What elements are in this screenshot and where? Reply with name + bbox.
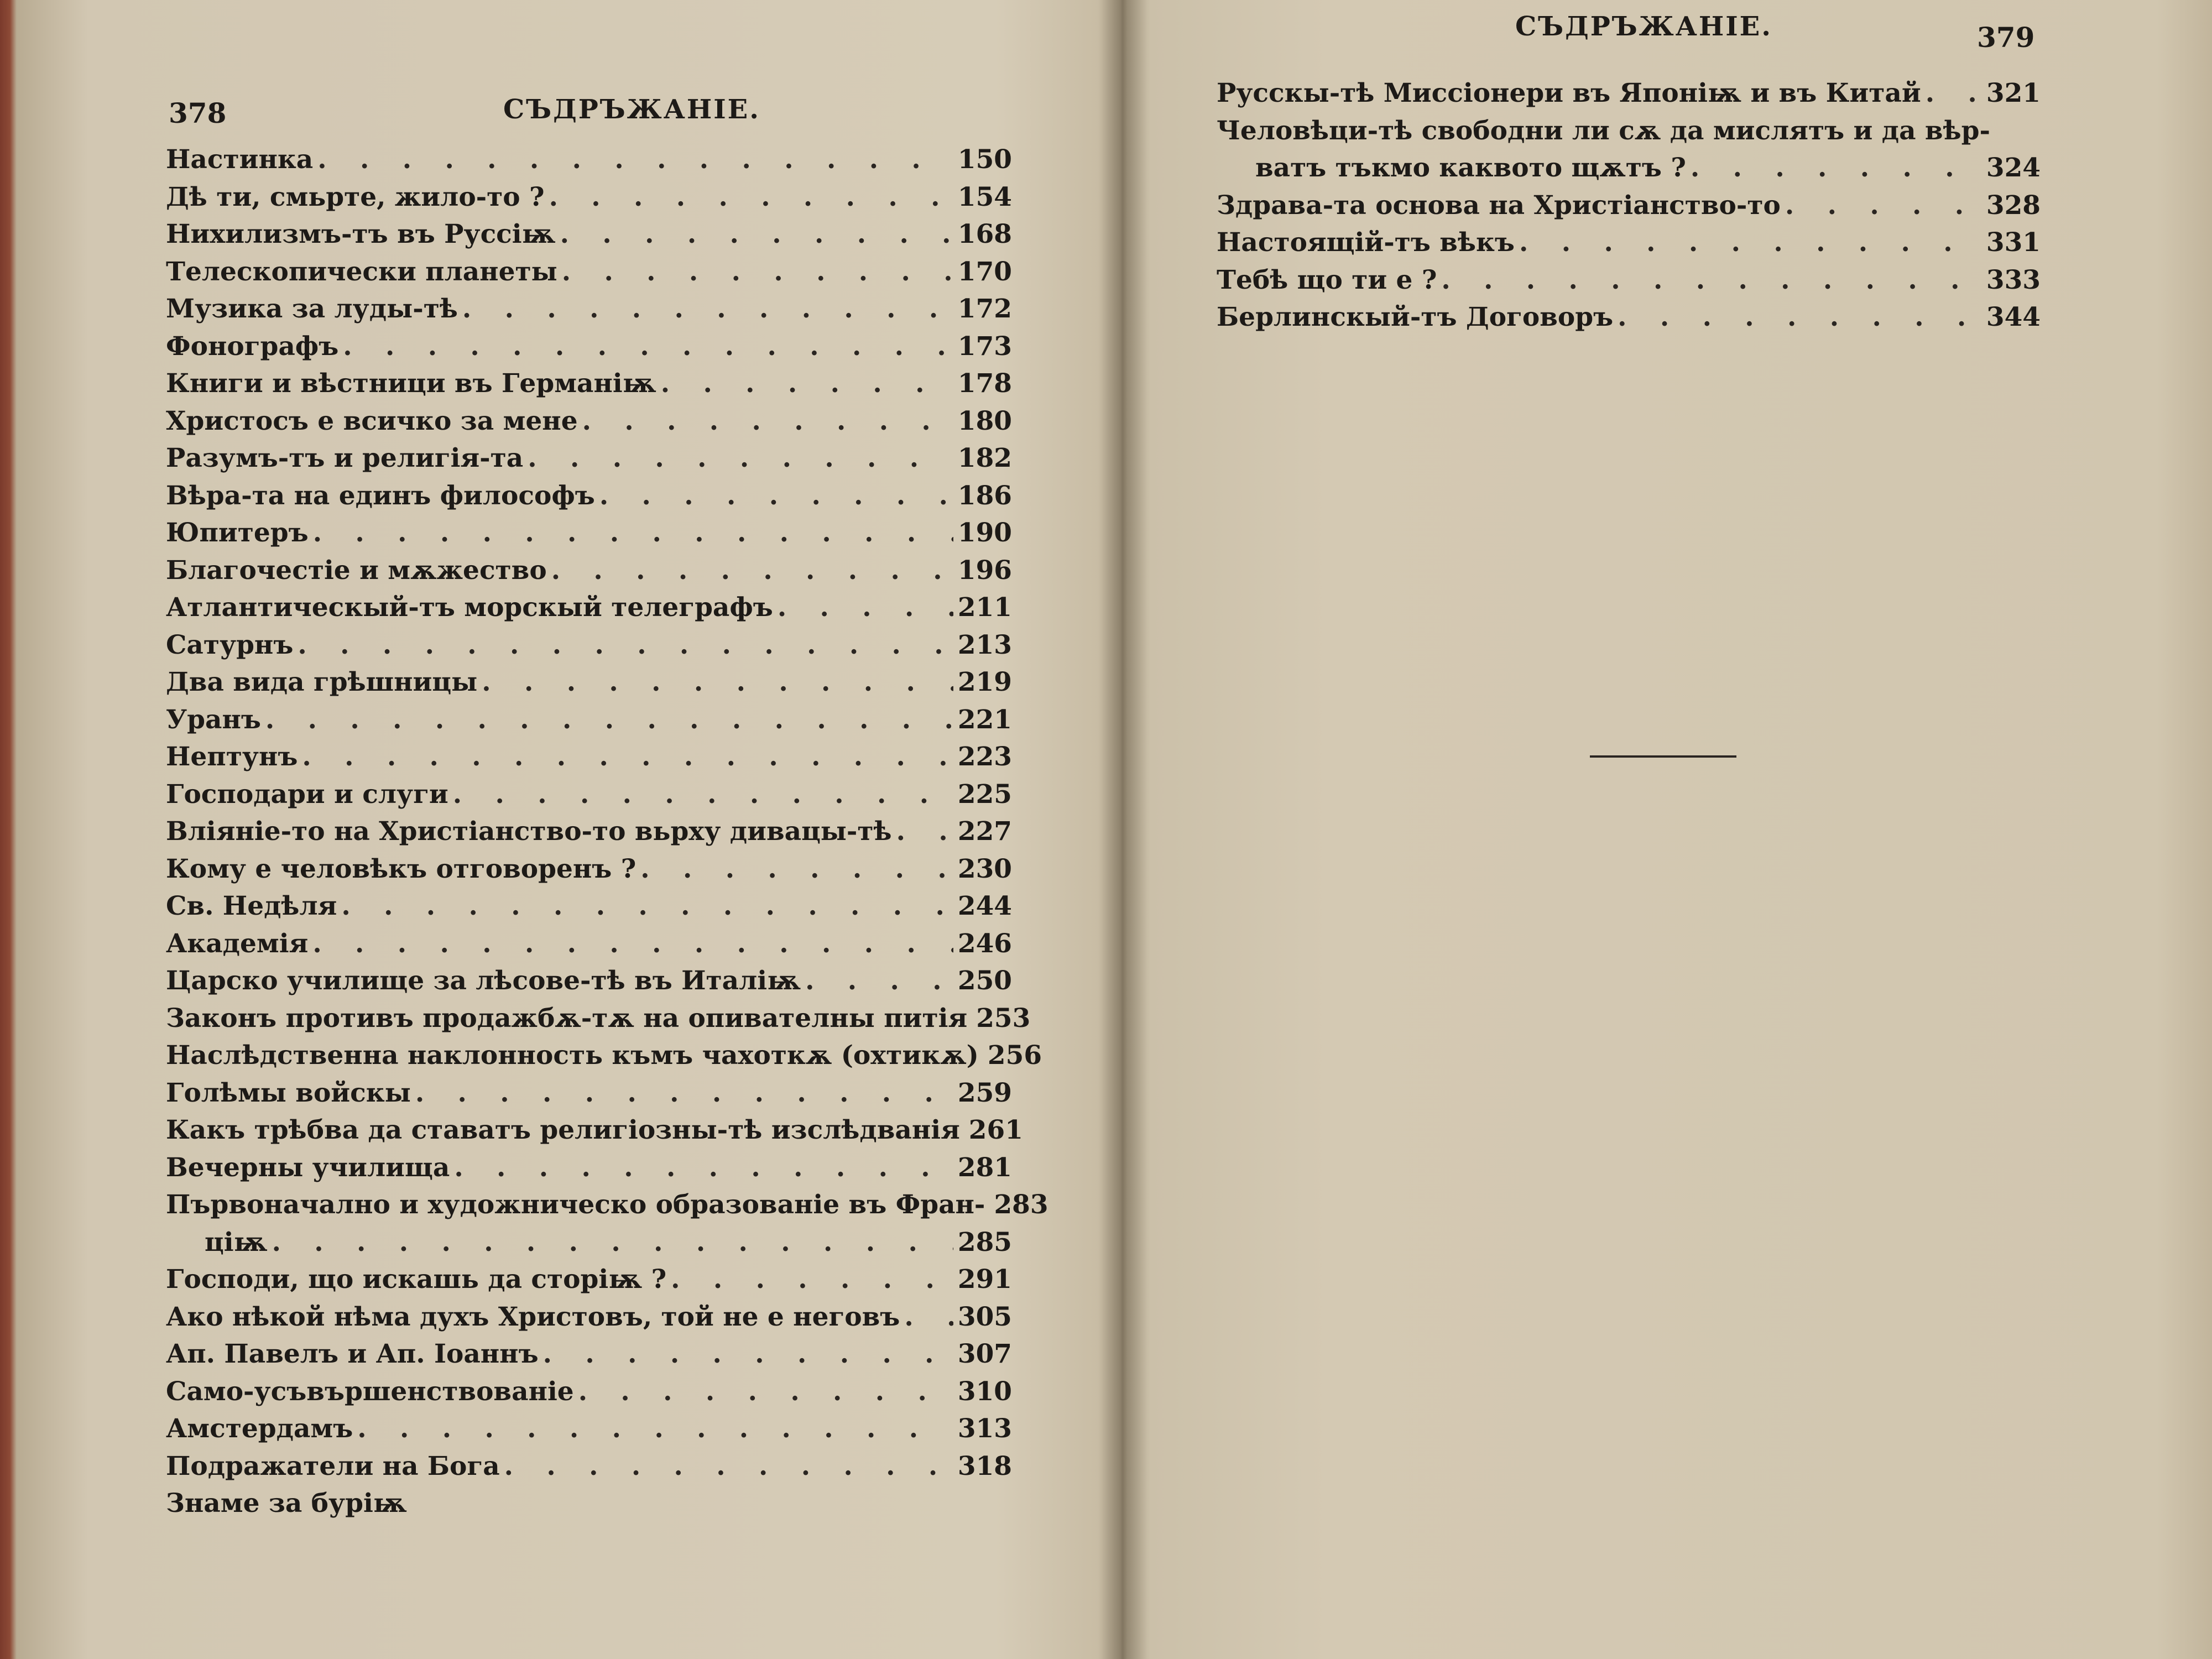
toc-entry-page: 219 <box>957 667 1012 697</box>
toc-leader-dots <box>1618 299 1982 336</box>
toc-entry-title: Царско училище за лѣсове-тѣ въ Италіѭ <box>166 966 801 996</box>
end-rule <box>1590 755 1736 758</box>
toc-entry-page: 283 <box>994 1190 1048 1220</box>
book-gutter <box>1098 0 1147 1659</box>
toc-leader-dots <box>462 290 953 328</box>
toc-entry <box>166 141 1012 179</box>
toc-entry <box>166 1000 1031 1037</box>
toc-entry-page: 213 <box>957 629 1012 660</box>
toc-leader-dots <box>1441 262 1982 299</box>
toc-entry-title: Академія <box>166 928 309 959</box>
toc-entry <box>166 1112 1023 1149</box>
toc-entry-page: 318 <box>957 1451 1012 1481</box>
right-toc-list <box>1217 75 2041 336</box>
toc-entry-page: 173 <box>957 331 1012 362</box>
toc-entry-title: ватъ тъкмо каквото щѫтъ ? <box>1255 153 1686 183</box>
toc-entry-page: 225 <box>957 779 1012 810</box>
toc-entry-page: 190 <box>957 518 1012 548</box>
toc-entry <box>166 1261 1012 1298</box>
toc-entry-page: 168 <box>957 219 1012 249</box>
toc-entry-page: 261 <box>968 1115 1023 1145</box>
toc-entry-title: ціѭ <box>205 1227 268 1258</box>
toc-entry-page: 324 <box>1986 153 2041 183</box>
toc-leader-dots <box>454 1149 953 1187</box>
toc-entry <box>1217 299 2041 336</box>
toc-entry-title: Тебѣ що ти е ? <box>1217 264 1437 295</box>
toc-entry <box>1217 262 2041 299</box>
toc-leader-dots <box>778 589 953 627</box>
toc-entry <box>166 253 1012 291</box>
left-page-header: СЪДРЪЖАНІЕ. <box>503 94 760 125</box>
toc-entry-page: 244 <box>957 891 1012 921</box>
toc-entry-page: 170 <box>957 256 1012 287</box>
toc-entry <box>166 1149 1012 1187</box>
toc-leader-dots <box>298 627 953 664</box>
toc-entry-title: Два вида грѣшницы <box>166 667 478 697</box>
toc-entry <box>166 179 1012 216</box>
toc-leader-dots <box>1926 75 1982 112</box>
toc-leader-dots <box>317 141 953 179</box>
toc-entry <box>166 925 1012 963</box>
toc-leader-dots <box>343 328 953 366</box>
toc-entry-title: Дѣ ти, смьрте, жило-то ? <box>166 181 545 212</box>
toc-entry <box>166 1224 1012 1261</box>
toc-leader-dots <box>671 1261 953 1298</box>
toc-entry-title: Книги и вѣстници въ Германіѭ <box>166 368 656 399</box>
toc-entry <box>166 477 1012 515</box>
toc-entry-title: Вліяніе-то на Христіанство-то вьрху дивацы-тѣ <box>166 816 892 847</box>
left-page-number: 378 <box>169 97 227 129</box>
toc-leader-dots <box>1785 187 1982 225</box>
toc-leader-dots <box>562 253 953 291</box>
toc-entry-page: 246 <box>957 928 1012 959</box>
toc-entry <box>166 627 1012 664</box>
toc-entry-title: Господари и слуги <box>166 779 448 810</box>
toc-entry <box>166 589 1012 627</box>
left-page <box>166 0 1048 1659</box>
toc-leader-dots <box>599 477 953 515</box>
toc-entry-page: 250 <box>957 966 1012 996</box>
toc-entry-title: Музика за луды-тѣ <box>166 294 458 324</box>
toc-leader-dots <box>313 514 953 552</box>
toc-entry-title: Атлантическый-тъ морскый телеграфъ <box>166 592 773 623</box>
toc-entry <box>166 1074 1012 1112</box>
toc-entry <box>166 1485 1012 1522</box>
toc-entry <box>1217 112 2041 150</box>
toc-entry-page: 223 <box>957 742 1012 772</box>
toc-entry-title: Вечерны училища <box>166 1152 450 1183</box>
toc-entry-page: 259 <box>957 1077 1012 1108</box>
toc-leader-dots <box>661 365 953 403</box>
toc-entry-page: 154 <box>957 181 1012 212</box>
toc-entry-page: 305 <box>957 1301 1012 1332</box>
toc-entry-title: Кому е человѣкъ отговоренъ ? <box>166 853 637 884</box>
toc-entry <box>166 514 1012 552</box>
toc-entry-page: 344 <box>1986 302 2041 332</box>
toc-entry-title: Нептунъ <box>166 742 298 772</box>
toc-leader-dots <box>896 813 953 851</box>
toc-entry-title: Ако нѣкой нѣма духъ Христовъ, той не е неговъ <box>166 1301 900 1332</box>
toc-entry-page: 211 <box>957 592 1012 623</box>
toc-entry-page: 172 <box>957 294 1012 324</box>
toc-leader-dots <box>805 962 953 1000</box>
toc-entry-page: 186 <box>957 480 1012 511</box>
toc-leader-dots <box>560 216 953 253</box>
toc-entry <box>166 1448 1012 1485</box>
toc-entry <box>166 1186 1048 1224</box>
toc-entry <box>1217 187 2041 225</box>
toc-entry <box>166 962 1012 1000</box>
toc-entry-title: Какъ трѣбва да ставатъ религіозны-тѣ изслѣдванія <box>166 1115 960 1145</box>
toc-entry-title: Телескопически планеты <box>166 256 557 287</box>
toc-entry-page: 333 <box>1986 264 2041 295</box>
toc-entry-title: Господи, що искашь да сторіѭ ? <box>166 1264 667 1295</box>
toc-entry-page: 150 <box>957 144 1012 175</box>
toc-entry-title: Настинка <box>166 144 314 175</box>
toc-leader-dots <box>482 664 953 701</box>
toc-entry-title: Ап. Павелъ и Ап. Іоаннъ <box>166 1339 539 1369</box>
toc-leader-dots <box>415 1074 953 1112</box>
toc-entry-page: 331 <box>1986 227 2041 258</box>
toc-entry <box>166 776 1012 813</box>
toc-entry-title: Наслѣдственна наклонность къмъ чахоткѫ (охтикѫ) <box>166 1040 979 1071</box>
toc-entry-title: Законъ противъ продажбѫ-тѫ на опивателны питія <box>166 1003 968 1034</box>
toc-entry-title: Разумъ-тъ и религія-та <box>166 443 524 473</box>
toc-entry <box>166 1298 1012 1336</box>
toc-entry-title: Человѣци-тѣ свободни ли сѫ да мислятъ и да вѣр- <box>1217 115 1990 146</box>
toc-entry <box>166 851 1012 888</box>
toc-entry-page: 178 <box>957 368 1012 399</box>
toc-entry-page: 227 <box>957 816 1012 847</box>
toc-entry-page: 291 <box>957 1264 1012 1295</box>
toc-entry-title: Русскы-тѣ Миссіонери въ Японіѭ и въ Китай <box>1217 78 1921 108</box>
toc-entry-title: Знаме за буріѭ <box>166 1488 407 1519</box>
toc-entry-title: Голѣмы войскы <box>166 1077 411 1108</box>
toc-entry-page: 313 <box>957 1413 1012 1444</box>
toc-entry <box>166 813 1012 851</box>
toc-entry-page: 221 <box>957 704 1012 735</box>
toc-leader-dots <box>504 1448 953 1485</box>
toc-entry <box>166 328 1012 366</box>
right-page-header: СЪДРЪЖАНІЕ. <box>1515 11 1772 42</box>
left-toc-list <box>166 141 1048 1522</box>
toc-entry-page: 285 <box>957 1227 1012 1258</box>
toc-entry <box>166 403 1012 440</box>
toc-leader-dots <box>578 1373 953 1411</box>
toc-entry <box>166 440 1012 477</box>
toc-entry-title: Св. Недѣля <box>166 891 337 921</box>
toc-leader-dots <box>302 738 953 776</box>
toc-entry-title: Настоящій-тъ вѣкъ <box>1217 227 1515 258</box>
toc-entry <box>166 1335 1012 1373</box>
toc-leader-dots <box>1691 149 1982 187</box>
toc-entry <box>166 1373 1012 1411</box>
toc-entry <box>166 552 1012 589</box>
toc-leader-dots <box>312 925 953 963</box>
toc-entry <box>166 701 1012 739</box>
toc-entry-page: 310 <box>957 1376 1012 1407</box>
toc-entry-title: Берлинскый-тъ Договоръ <box>1217 302 1614 332</box>
toc-entry-title: Фонографъ <box>166 331 339 362</box>
toc-leader-dots <box>357 1410 953 1448</box>
toc-leader-dots <box>551 552 953 589</box>
toc-entry-title: Първоначално и художническо образованіе въ Фран- <box>166 1190 985 1220</box>
toc-entry <box>1217 149 2041 187</box>
toc-entry <box>166 664 1012 701</box>
toc-leader-dots <box>265 701 953 739</box>
toc-entry-page: 253 <box>976 1003 1031 1034</box>
toc-leader-dots <box>904 1298 953 1336</box>
toc-entry-title: Амстердамъ <box>166 1413 353 1444</box>
toc-entry-page: 307 <box>957 1339 1012 1369</box>
toc-entry <box>166 738 1012 776</box>
toc-entry-page: 281 <box>957 1152 1012 1183</box>
toc-entry-title: Сатурнъ <box>166 629 294 660</box>
toc-entry <box>166 888 1012 925</box>
toc-entry-page: 196 <box>957 555 1012 586</box>
toc-leader-dots <box>1519 224 1982 262</box>
toc-leader-dots <box>582 403 953 440</box>
toc-entry <box>166 216 1012 253</box>
toc-entry-title: Уранъ <box>166 704 261 735</box>
toc-entry-title: Нихилизмъ-тъ въ Руссіѭ <box>166 219 556 249</box>
toc-entry-title: Христосъ е всичко за мене <box>166 405 578 436</box>
toc-entry-page: 256 <box>987 1040 1042 1071</box>
toc-entry-title: Само-усъвършенствованіе <box>166 1376 574 1407</box>
toc-entry <box>166 1037 1042 1074</box>
toc-leader-dots <box>549 179 953 216</box>
toc-entry-title: Подражатели на Бога <box>166 1451 500 1481</box>
toc-entry <box>166 365 1012 403</box>
toc-entry-title: Здрава-та основа на Христіанство-то <box>1217 190 1781 221</box>
toc-leader-dots <box>528 440 953 477</box>
toc-entry-title: Юпитеръ <box>166 518 309 548</box>
toc-leader-dots <box>272 1224 953 1261</box>
toc-leader-dots <box>543 1335 953 1373</box>
toc-entry <box>166 290 1012 328</box>
toc-leader-dots <box>640 851 953 888</box>
toc-entry <box>166 1410 1012 1448</box>
toc-leader-dots <box>453 776 953 813</box>
toc-entry <box>1217 75 2041 112</box>
toc-entry-page: 230 <box>957 853 1012 884</box>
toc-entry <box>1217 224 2041 262</box>
right-page-number: 379 <box>1977 21 2035 54</box>
toc-entry-page: 182 <box>957 443 1012 473</box>
toc-leader-dots <box>341 888 953 925</box>
toc-entry-title: Вѣра-та на единъ философъ <box>166 480 595 511</box>
right-page <box>1217 0 2046 1659</box>
toc-entry-title: Благочестіе и мѫжество <box>166 555 547 586</box>
toc-entry-page: 180 <box>957 405 1012 436</box>
toc-entry-page: 328 <box>1986 190 2041 221</box>
toc-entry-page: 321 <box>1986 78 2041 108</box>
